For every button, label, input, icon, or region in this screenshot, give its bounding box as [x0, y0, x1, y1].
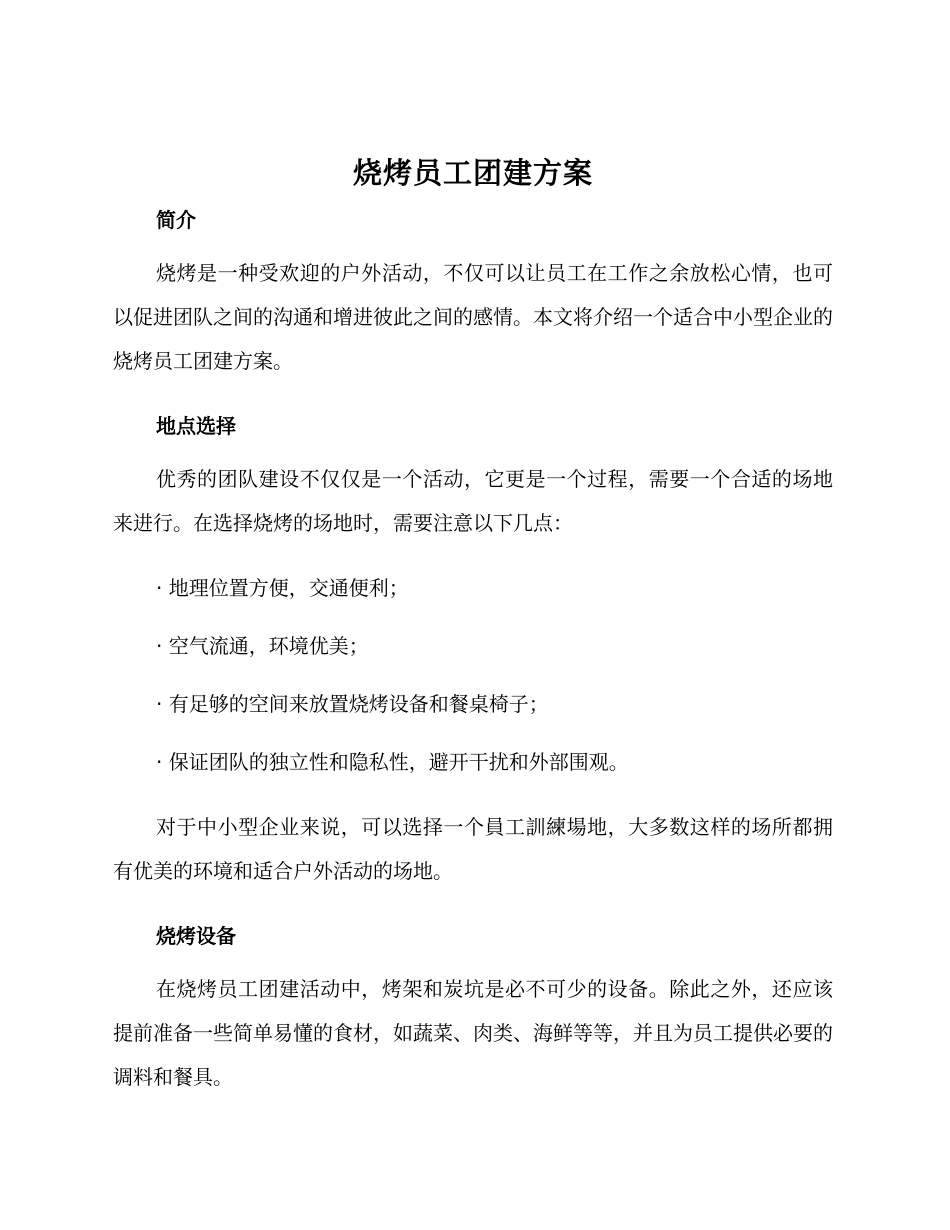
section-heading-equipment: 烧烤设备 [156, 924, 236, 948]
section-heading-intro: 简介 [156, 208, 196, 232]
location-bullet-1: · 地理位置方便，交通便利； [156, 576, 409, 600]
location-bullet-2: · 空气流通，环境优美； [156, 634, 369, 658]
location-bullet-4: · 保证团队的独立性和隐私性，避开干扰和外部围观。 [156, 750, 629, 774]
intro-paragraph: 烧烤是一种受欢迎的户外活动，不仅可以让员工在工作之余放松心情，也可以促进团队之间的沟通和增进彼此之间的感情。本文将介绍一个适合中小型企业的烧烤员工团建方案。 [113, 261, 833, 373]
section-heading-location: 地点选择 [156, 414, 236, 438]
equipment-paragraph: 在烧烤员工团建活动中，烤架和炭坑是必不可少的设备。除此之外，还应该提前准备一些简单易懂的食材，如蔬菜、肉类、海鲜等等，并且为员工提供必要的调料和餐具。 [113, 977, 833, 1089]
document-title: 烧烤员工团建方案 [352, 156, 593, 190]
document-page [113, 150, 833, 1099]
location-closing-paragraph: 对于中小型企业来说，可以选择一个員工訓練場地，大多数这样的场所都拥有优美的环境和适合户外活动的场地。 [113, 815, 833, 883]
location-paragraph: 优秀的团队建设不仅仅是一个活动，它更是一个过程，需要一个合适的场地来进行。在选择烧烤的场地时，需要注意以下几点： [113, 467, 833, 535]
location-bullet-3: · 有足够的空间来放置烧烤设备和餐桌椅子； [156, 692, 549, 716]
